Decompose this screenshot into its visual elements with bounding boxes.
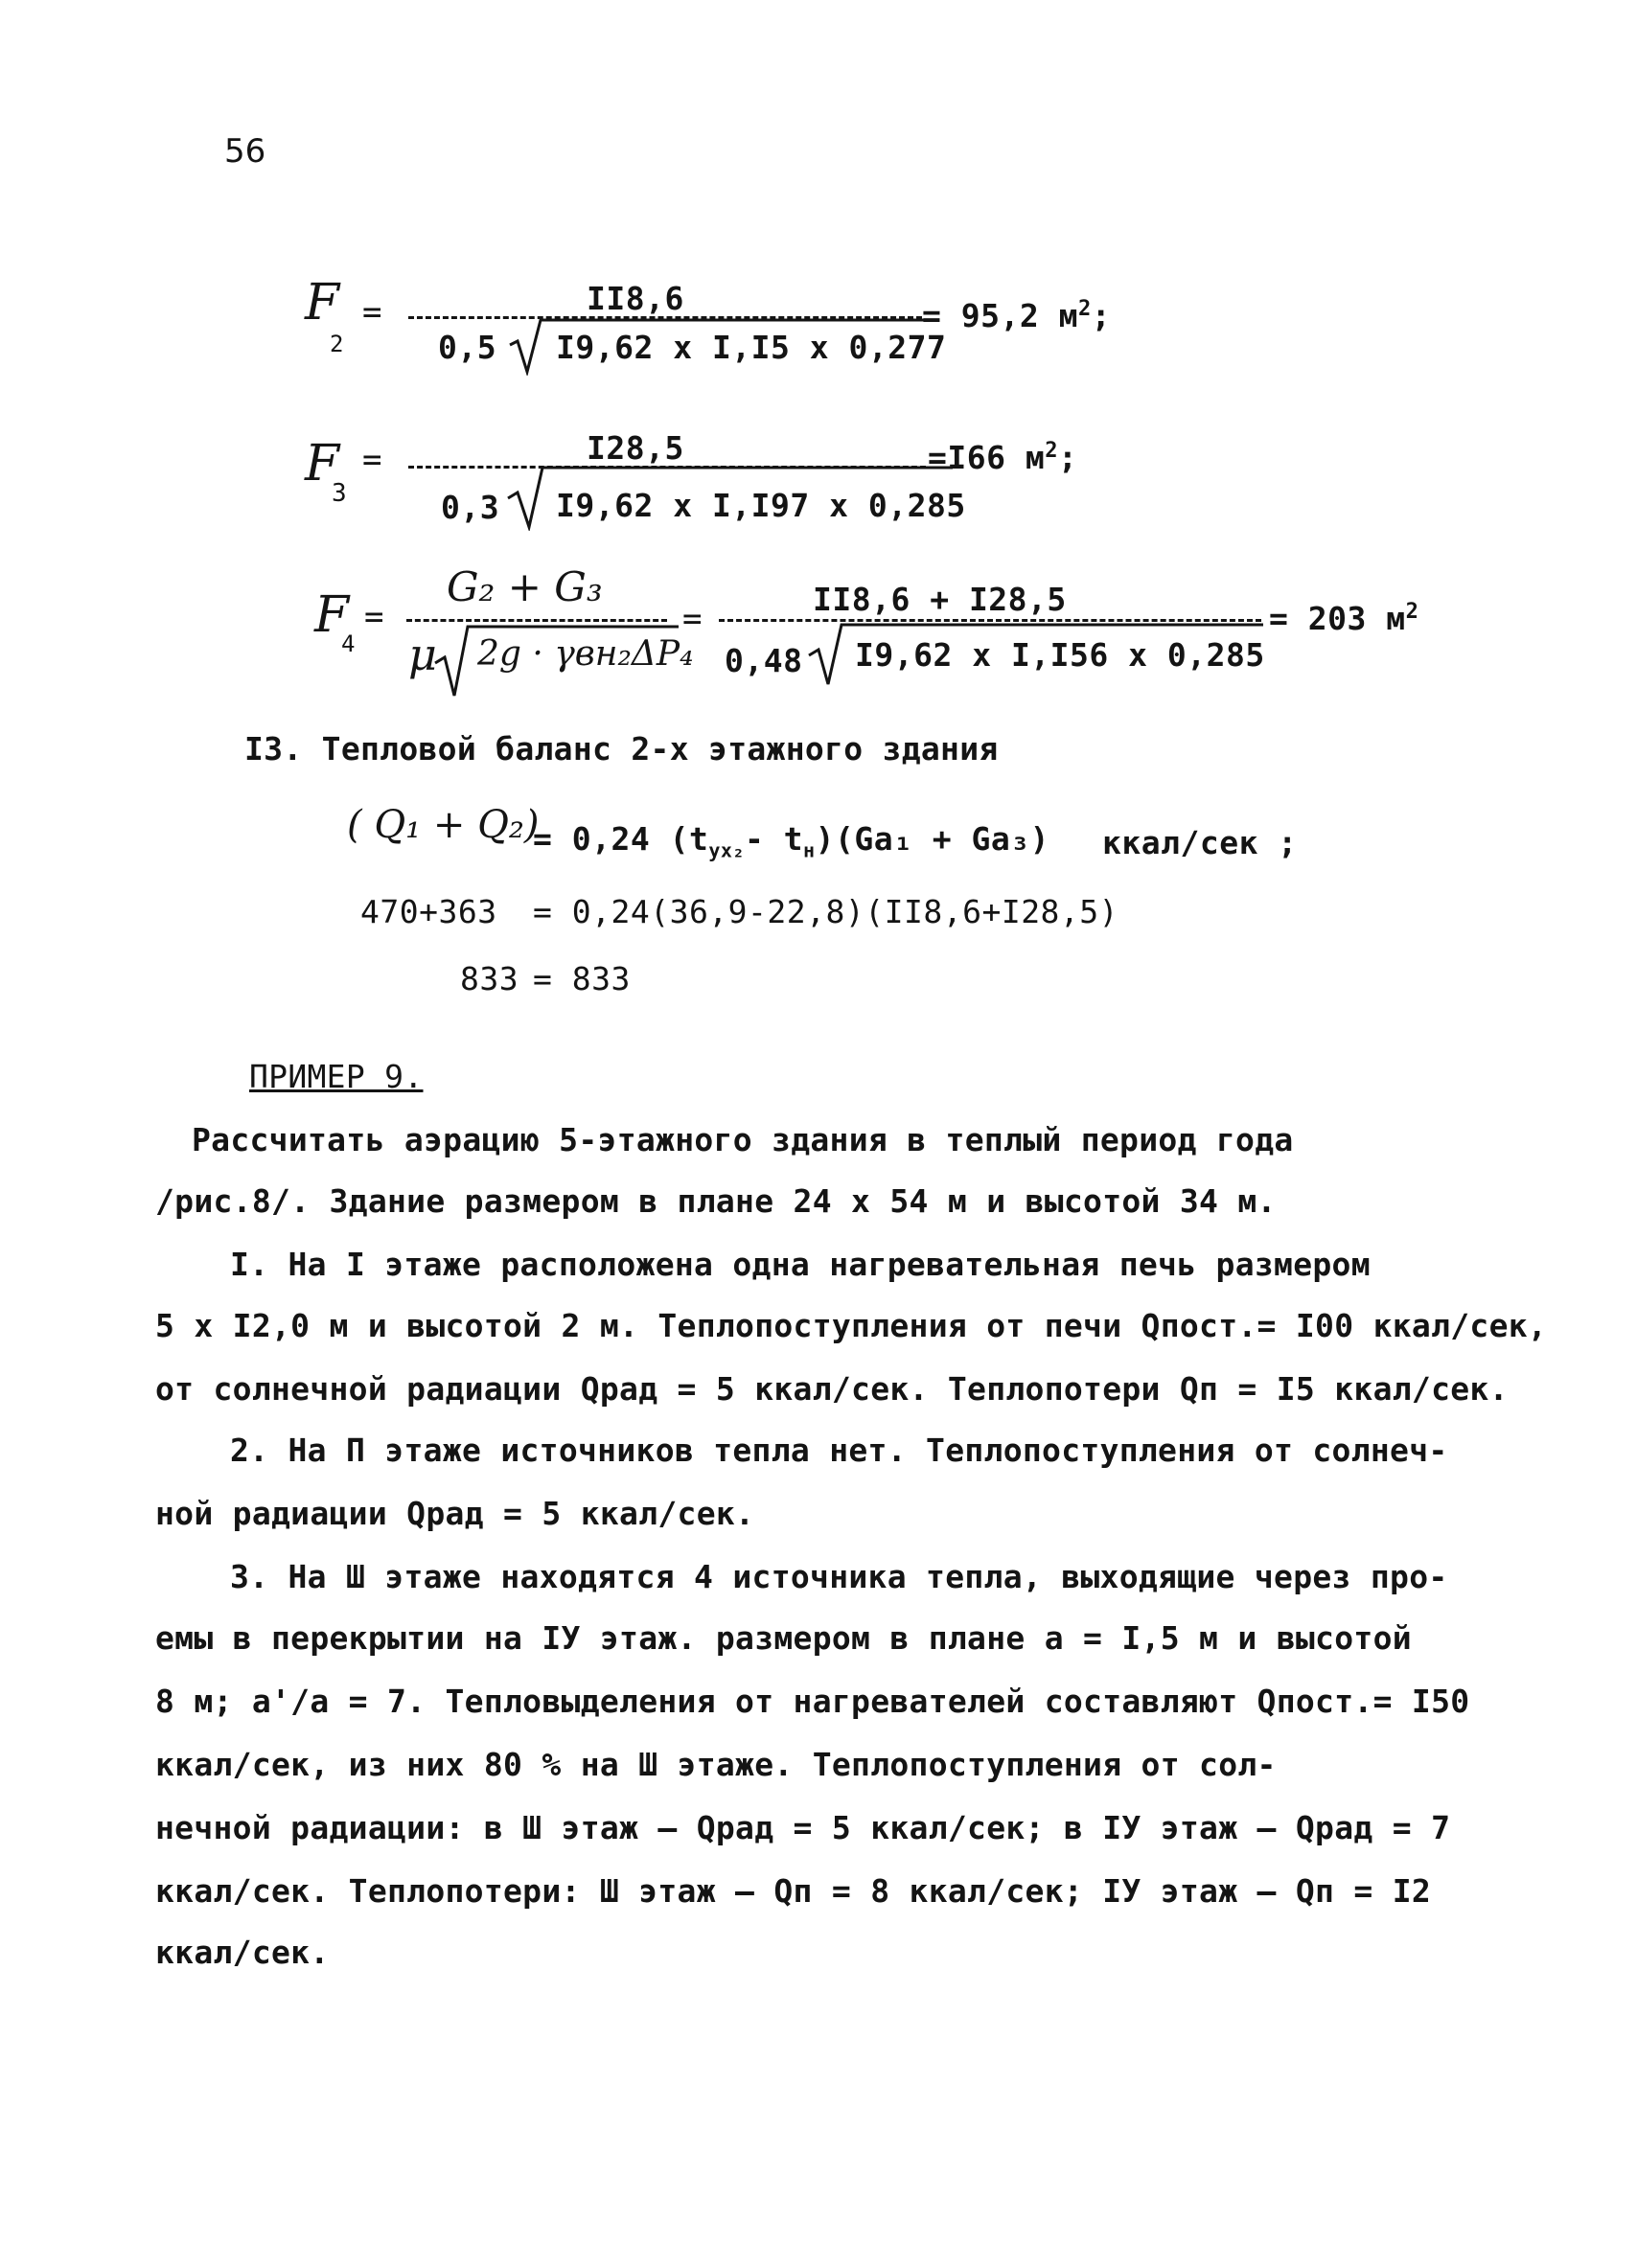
f3-result: =I66 $м^2$; <box>928 439 1078 476</box>
f3-radicand: I9,62 x I,I97 x 0,285 <box>556 487 966 524</box>
f3-numerator: I28,5 <box>587 429 684 467</box>
example9-line: емы в перекрытии на IУ этаж. размером в плане a = I,5 м и высотой <box>155 1619 1412 1657</box>
f2-result: = 95,2 $м^2$; <box>922 297 1112 334</box>
f3-label: F <box>305 435 340 493</box>
balance-line1-mid: = 0,24 ($t_{ух_2}-$ $t_н)(Gа_1 + Gа_3)$ <box>533 820 1050 862</box>
example9-line: 5 х I2,0 м и высотой 2 м. Теплопоступления от печи Qпост.= I00 ккал/сек, <box>155 1307 1548 1344</box>
f2-label-sub: 2 <box>330 331 344 357</box>
page-number: 56 <box>224 132 266 171</box>
balance-line3-left: 833 <box>460 960 519 997</box>
f2-coef: 0,5 <box>438 329 497 366</box>
f4-sym-numerator: G₂ + G₃ <box>447 563 603 610</box>
f4-radicand: I9,62 x I,I56 x 0,285 <box>855 636 1265 674</box>
example9-title: ПРИМЕР 9. <box>249 1058 424 1095</box>
example9-line: /рис.8/. Здание размером в плане 24 х 54 м и высотой 34 м. <box>155 1182 1277 1220</box>
section13-heading: I3. Тепловой баланс 2-х этажного здания <box>244 730 999 767</box>
f4-label: F <box>314 586 350 644</box>
example9-line: от солнечной радиации Qрад = 5 ккал/сек. Теплопотери Qп = I5 ккал/сек. <box>155 1370 1509 1408</box>
balance-line1-unit: ккал/сек ; <box>1102 824 1298 861</box>
f2-equals: = <box>362 293 382 332</box>
f4-numerator: II8,6 + I28,5 <box>813 581 1067 618</box>
f3-equals: = <box>362 441 382 479</box>
example9-line: I. На I этаже расположена одна нагревательная печь размером <box>230 1246 1371 1283</box>
example9-line: ккал/сек. Теплопотери: Ш этаж – Qп = 8 ккал/сек; IУ этаж – Qп = I2 <box>155 1872 1432 1910</box>
f4-equals-2: = <box>682 600 703 638</box>
f4-sym-coef: μ <box>408 629 437 680</box>
f3-label-sub: 3 <box>332 479 347 508</box>
example9-line: ной радиации Qрад = 5 ккал/сек. <box>155 1495 755 1532</box>
f4-coef: 0,48 <box>725 642 803 679</box>
example9-line: Рассчитать аэрацию 5-этажного здания в теплый период года <box>192 1121 1294 1158</box>
balance-line2-right: = 0,24(36,9-22,8)(II8,6+I28,5) <box>533 893 1119 930</box>
f4-label-sub: 4 <box>341 630 356 657</box>
example9-line: нечной радиации: в Ш этаж – Qрад = 5 ккал/сек; в IУ этаж – Qрад = 7 <box>155 1809 1451 1846</box>
example9-line: ккал/сек. <box>155 1934 330 1971</box>
balance-line1-left: ( Q₁ + Q₂) <box>347 803 540 847</box>
example9-line: ккал/сек, из них 80 % на Ш этаже. Теплопоступления от сол- <box>155 1746 1277 1783</box>
example9-line: 3. На Ш этаже находятся 4 источника тепла, выходящие через про- <box>230 1558 1448 1595</box>
f2-radicand: I9,62 x I,I5 x 0,277 <box>556 329 947 366</box>
f4-equals: = <box>364 598 384 636</box>
balance-line3-right: = 833 <box>533 960 631 997</box>
f2-label: F <box>305 274 340 332</box>
f4-sym-radicand: 2g · γвн₂ΔP₄ <box>477 634 694 674</box>
f4-result: = 203 $м^2$ <box>1269 600 1419 637</box>
example9-line: 2. На П этаже источников тепла нет. Теплопоступления от солнеч- <box>230 1432 1448 1469</box>
f2-numerator: II8,6 <box>587 280 684 317</box>
f3-coef: 0,3 <box>441 489 500 526</box>
balance-line2-left: 470+363 <box>360 893 497 930</box>
example9-line: 8 м; a'/a = 7. Тепловыделения от нагревателей составляют Qпост.= I50 <box>155 1683 1470 1720</box>
f4-sym-fraction-line <box>406 619 667 622</box>
